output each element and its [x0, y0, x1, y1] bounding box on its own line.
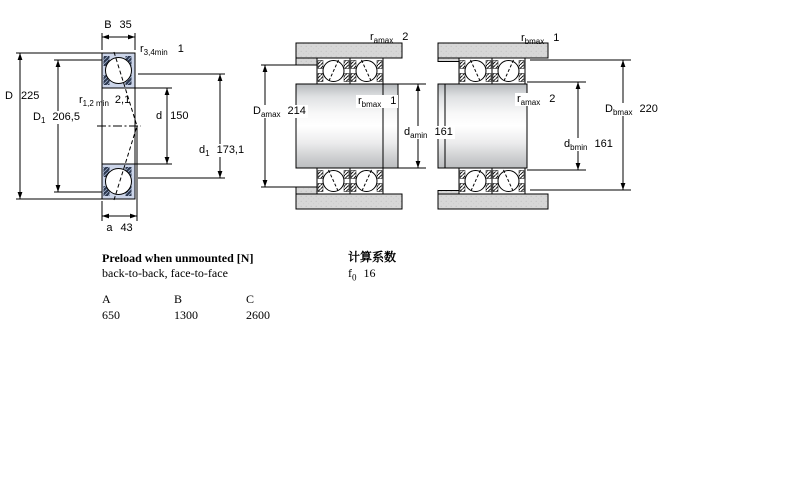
dim-label-Damax: [251, 105, 308, 118]
dim-label-D1: [31, 111, 82, 124]
dim-damin-value: 161: [434, 126, 453, 138]
preload-value-c: 2600: [246, 308, 270, 322]
dim-middle-ramax-value: 2: [402, 31, 409, 43]
dim-label-r12: [79, 94, 130, 107]
preload-value-a: 650: [102, 308, 120, 322]
preload-header-c: C: [246, 292, 255, 306]
dim-right-ramax-value: 2: [549, 93, 556, 105]
calculation-factor-subscript: 0: [352, 272, 357, 283]
dim-line-Damax: [261, 65, 296, 187]
dim-dbmin-symbol: d: [564, 138, 571, 150]
dim-middle-rbmax-subscript: bmax: [361, 100, 382, 110]
dim-label-d1: [197, 144, 246, 157]
dim-Damax-value: 214: [287, 105, 306, 117]
middle-bearing-pair-top: [317, 58, 383, 84]
preload-column-b: [174, 292, 246, 322]
dim-label-B: [101, 19, 135, 32]
preload-column-a: [102, 292, 174, 322]
dim-Dbmax-subscript: bmax: [612, 108, 633, 118]
right-arrangement: [438, 43, 631, 209]
left-bearing-bottom-ball: [106, 169, 132, 195]
right-housing-bottom: [438, 194, 548, 209]
middle-housing-shoulder-bottom: [296, 187, 317, 194]
dim-d-symbol: d: [156, 110, 163, 122]
dim-D1-value: 206,5: [52, 111, 80, 123]
dim-label-middle-ramax: [370, 31, 408, 44]
dim-label-a: [102, 222, 137, 235]
middle-housing-top: [296, 43, 402, 58]
right-bearing-pair-top: [459, 58, 525, 84]
right-housing-shoulder-top: [438, 58, 459, 62]
preload-table: [102, 292, 318, 322]
dim-middle-rbmax-value: 1: [390, 95, 397, 107]
dim-r12-symbol: r: [79, 94, 83, 106]
preload-column-c: [246, 292, 318, 322]
dim-a-symbol: a: [106, 222, 113, 234]
dim-r12-subscript: 1,2 min: [82, 99, 109, 109]
left-bearing-top-ball: [106, 58, 132, 84]
preload-subtitle: back-to-back, face-to-face: [102, 266, 228, 280]
dim-D-symbol: D: [5, 90, 13, 102]
dim-label-dbmin: [562, 138, 615, 151]
dim-line-B: [102, 33, 135, 50]
dim-line-D1: [54, 60, 102, 192]
dim-line-d1: [138, 74, 225, 178]
dim-label-r34: [140, 43, 184, 56]
dim-label-middle-rbmax: [356, 95, 398, 108]
dim-damin-symbol: d: [404, 126, 411, 138]
calculation-title: 计算系数: [348, 250, 397, 264]
middle-housing-shoulder-top: [296, 58, 317, 65]
dim-dbmin-subscript: bmin: [570, 143, 588, 153]
calculation-factor-value: 16: [363, 266, 376, 280]
dim-line-D: [16, 53, 102, 199]
dim-middle-ramax-symbol: r: [370, 31, 374, 43]
dim-a-value: 43: [120, 222, 133, 234]
dim-d1-symbol: d: [199, 144, 206, 156]
middle-housing-bottom: [296, 194, 402, 209]
dim-B-value: 35: [119, 19, 132, 31]
right-bearing-pair-bottom: [459, 168, 525, 194]
dim-D1-subscript: 1: [40, 116, 46, 126]
dim-label-d: [156, 110, 188, 123]
dim-D-value: 225: [20, 90, 40, 102]
middle-bearing-pair-bottom: [317, 168, 383, 194]
dim-Dbmax-value: 220: [639, 103, 658, 115]
dim-Damax-symbol: D: [253, 105, 261, 117]
dim-middle-ramax-subscript: amax: [373, 36, 394, 46]
preload-title: Preload when unmounted [N]: [102, 251, 254, 265]
dim-label-right-ramax: [515, 93, 557, 106]
dim-label-damin: [402, 126, 455, 139]
preload-header-a: A: [102, 292, 111, 306]
dim-label-Dbmax: [603, 103, 660, 116]
calculation-factor: [348, 266, 376, 283]
dim-right-ramax-subscript: amax: [520, 98, 541, 108]
dim-r34-value: 1: [177, 43, 184, 55]
dim-dbmin-value: 161: [594, 138, 613, 150]
preload-value-b: 1300: [174, 308, 198, 322]
dim-d1-subscript: 1: [205, 149, 210, 159]
dim-right-rbmax-value: 1: [553, 32, 560, 44]
preload-header-b: B: [174, 292, 183, 306]
dim-damin-subscript: amin: [410, 131, 428, 141]
right-housing-shoulder-bottom: [438, 191, 459, 195]
dim-d1-value: 173,1: [216, 144, 245, 156]
dim-middle-rbmax-symbol: r: [358, 95, 362, 107]
dim-Dbmax-symbol: D: [605, 103, 613, 115]
dim-Damax-subscript: amax: [260, 110, 281, 120]
dim-d-value: 150: [170, 110, 189, 122]
dim-r12-value: 2,1: [114, 94, 131, 106]
dim-D1-symbol: D: [33, 111, 41, 123]
dim-right-rbmax-subscript: bmax: [524, 37, 545, 47]
left-bearing-cross-section: [16, 33, 225, 221]
dim-B-symbol: B: [104, 19, 112, 31]
dim-label-D: [5, 90, 39, 103]
dim-r34-symbol: r: [140, 43, 144, 55]
dim-r34-subscript: 3,4min: [143, 48, 168, 58]
calculation-factor-symbol: f: [348, 266, 352, 280]
dim-right-ramax-symbol: r: [517, 93, 521, 105]
dim-right-rbmax-symbol: r: [521, 32, 525, 44]
dim-label-right-rbmax: [521, 32, 559, 45]
